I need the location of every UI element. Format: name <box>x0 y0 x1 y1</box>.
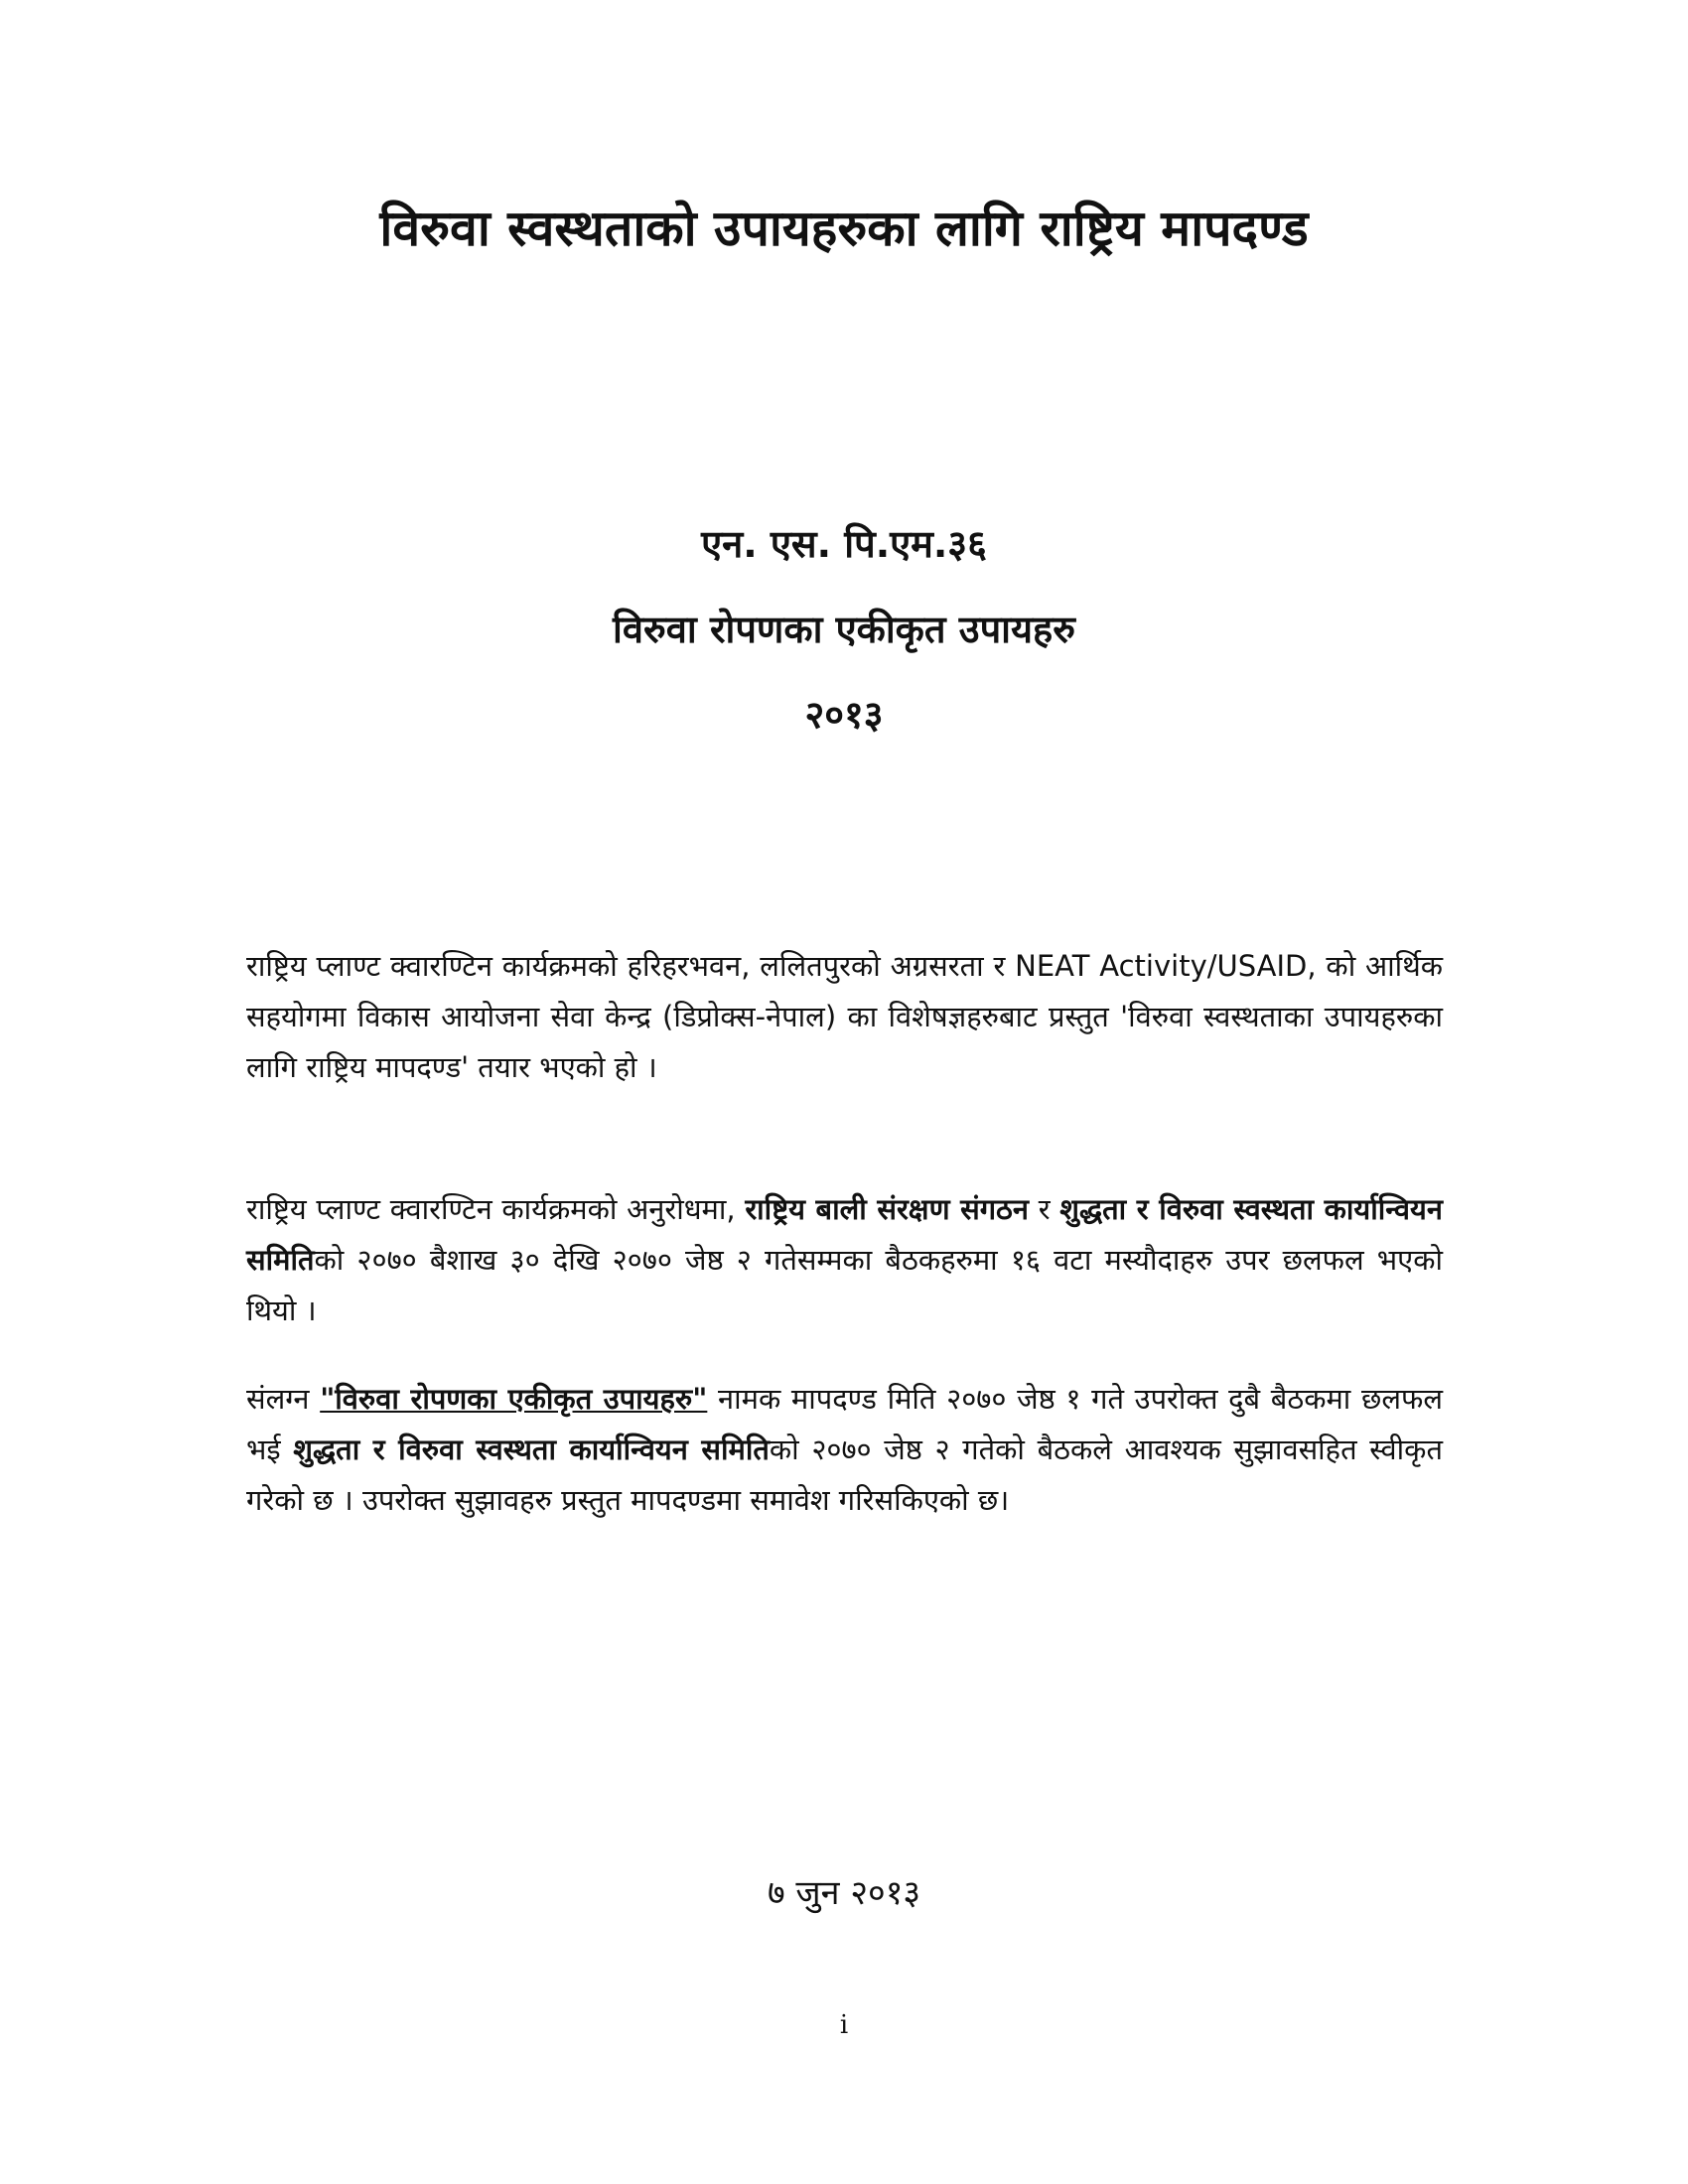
standard-name-underlined: "विरुवा रोपणका एकीकृत उपायहरु" <box>320 1382 708 1416</box>
document-title: विरुवा स्वस्थताको उपायहरुका लागि राष्ट्रिय मापदण्ड <box>379 200 1309 257</box>
approval-text-2: नामक मापदण्ड मिति २०७० जेष्ठ १ गते उपरोक्त दुबै बैठकमा छलफल भई <box>246 1382 1444 1466</box>
approval-paragraph <box>246 1374 1443 1526</box>
committee-name-bold: शुद्धता र विरुवा स्वस्थता कार्यान्वियन समिति <box>293 1433 770 1466</box>
standard-heading-block <box>0 501 1688 757</box>
approval-text-1: संलग्न <box>246 1382 321 1416</box>
approval-text-3: को २०७० जेष्ठ २ गतेको बैठकले आवश्यक सुझावसहित स्वीकृत गरेको छ । उपरोक्त सुझावहरु प्रस्तुत मापदण्डमा समावेश गरिसकिएको छ। <box>246 1433 1443 1517</box>
meeting-text-3: को २०७० बैशाख ३० देखि २०७० जेष्ठ २ गतेसम्मका बैठकहरुमा १६ वटा मस्यौदाहरु उपर छलफल भएको थियो । <box>246 1243 1443 1327</box>
standard-code: एन. एस. पि.एम.३६ <box>701 522 987 566</box>
meeting-paragraph <box>246 1184 1443 1336</box>
meeting-text-1: राष्ट्रिय प्लाण्ट क्वारण्टिन कार्यक्रमको अनुरोधमा, <box>246 1192 746 1226</box>
committee-name-bold: शुद्धता र विरुवा स्वस्थता कार्यान्वियन समिति <box>246 1192 1443 1277</box>
standard-year: २०१३ <box>804 693 884 737</box>
intro-paragraph: राष्ट्रिय प्लाण्ट क्वारण्टिन कार्यक्रमको हरिहरभवन, ललितपुरको अग्रसरता र NEAT Activity/USAID, को आर्थिक सहयोगमा विकास आयोजना सेवा केन्द्र (डिप्रोक्स-नेपाल) का विशेषज्ञहरुबाट प्रस्तुत 'विरुवा स्वस्थताका उपायहरुका लागि राष्ट्रिय मापदण्ड' तयार भएको हो । <box>246 949 1443 1084</box>
standard-name: विरुवा रोपणका एकीकृत उपायहरु <box>613 608 1075 651</box>
organization-name-bold: राष्ट्रिय बाली संरक्षण संगठन <box>745 1192 1030 1226</box>
page-number: i <box>839 2010 849 2040</box>
document-date: ७ जुन २०१३ <box>767 1873 921 1913</box>
meeting-text-2: र <box>1029 1192 1060 1226</box>
